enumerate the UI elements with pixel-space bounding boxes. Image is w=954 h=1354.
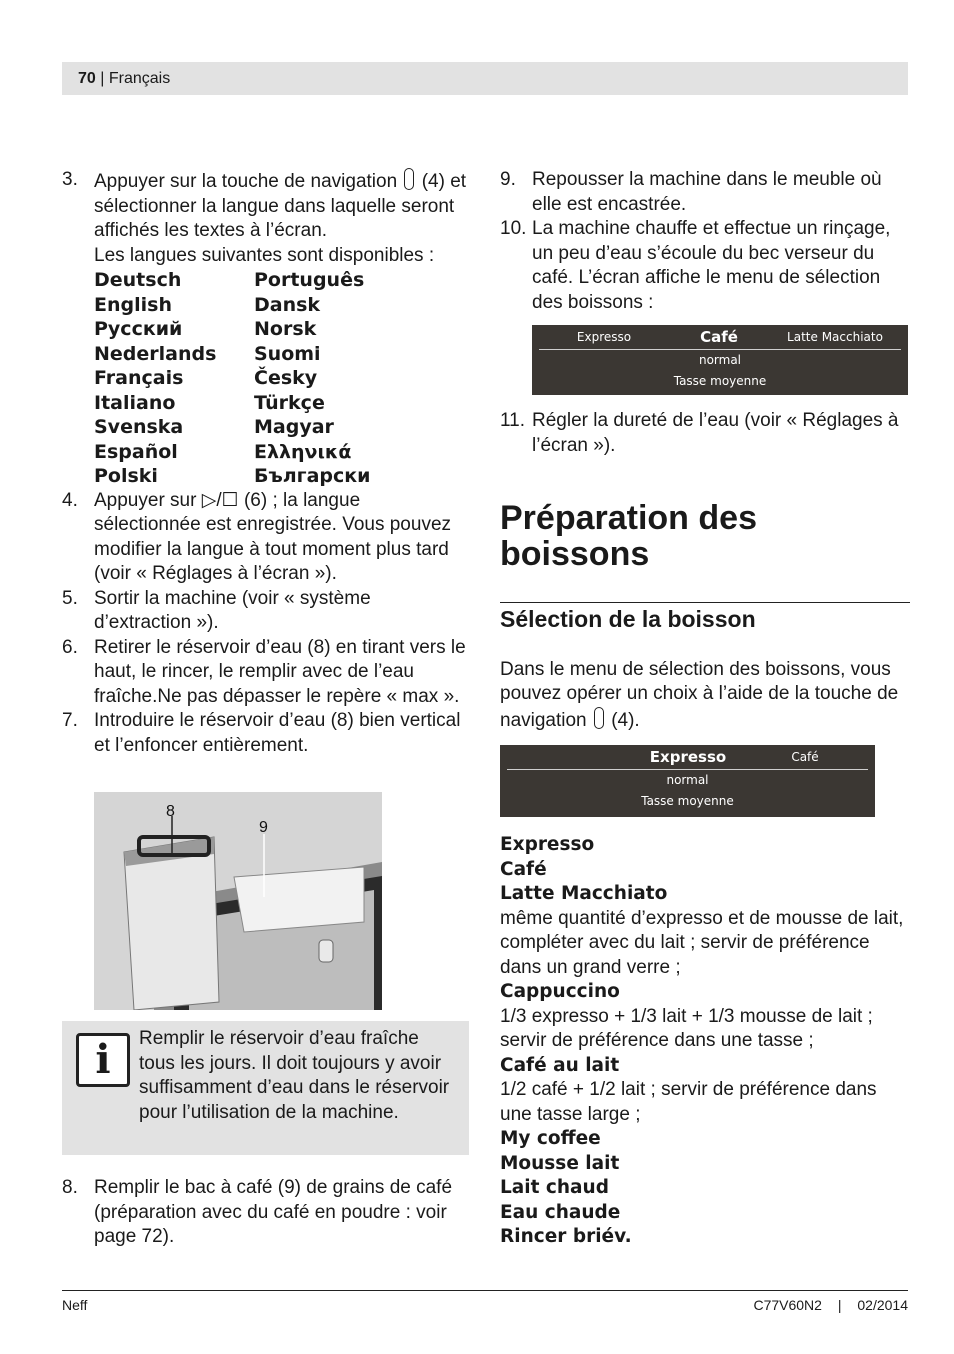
beverage-mousse: Mousse lait — [500, 1152, 620, 1174]
step-text: Appuyer sur — [94, 489, 197, 511]
footer-brand: Neff — [62, 1297, 88, 1313]
intro-text: Dans le menu de sélection des boissons, vous pouvez opérer un choix à l’aide de la touche de navigation — [500, 658, 899, 731]
beverage-list — [500, 833, 910, 1250]
step-text: Retirer le réservoir d’eau (8) en tirant vers le haut, le rincer, le remplir avec de l’eau fraîche.Ne pas dépasser le repère « max ». — [94, 636, 466, 707]
header-language: Français — [108, 70, 171, 87]
language-item: Français — [94, 367, 184, 389]
step-text: Régler la dureté de l’eau (voir « Réglages à l’écran »). — [532, 410, 899, 456]
label-8: 8 — [166, 803, 175, 820]
beverage-latte: Latte Macchiato — [500, 883, 668, 904]
language-item: Svenska — [94, 416, 184, 438]
language-item: Suomi — [254, 342, 321, 365]
step-text: (4) et sélectionner la langue dans laquelle seront affichés les textes à l’écran. — [94, 171, 467, 241]
footer-info — [753, 1297, 908, 1313]
machine-photo — [94, 792, 382, 1010]
step-7 — [62, 709, 472, 758]
language-item: Português — [254, 269, 365, 291]
screen-strength: normal — [666, 773, 709, 787]
beverage-cappuccino: Cappuccino — [500, 981, 620, 1002]
beverage-eau-chaude: Eau chaude — [500, 1201, 621, 1223]
step-number: 11. — [500, 410, 526, 431]
navigation-knob-icon — [594, 707, 604, 729]
screen-item-selected: Café — [700, 327, 738, 346]
step-number: 7. — [62, 710, 78, 731]
beverage-cafe-au-lait: Café au lait — [500, 1054, 620, 1076]
display-screen-2 — [500, 745, 875, 817]
screen-item-right: Café — [791, 749, 819, 764]
beverage-lait-chaud: Lait chaud — [500, 1177, 609, 1198]
screen-item-right: Latte Macchiato — [787, 329, 883, 344]
intro-paragraph — [500, 658, 910, 734]
language-item: Norsk — [254, 318, 317, 340]
page-footer — [62, 1290, 908, 1313]
language-item: Deutsch — [94, 269, 182, 291]
language-item: Italiano — [94, 391, 176, 414]
footer-date: 02/2014 — [857, 1297, 908, 1313]
machine-illustration — [94, 792, 382, 1010]
step-number: 10. — [500, 218, 527, 239]
screen-strength: normal — [698, 353, 742, 367]
language-item: English — [94, 293, 172, 316]
note-text: Remplir le réservoir d’eau fraîche tous les jours. Il doit toujours y avoir suffisamment d’eau dans le réservoir pour l’utilisation de la machine. — [139, 1028, 450, 1123]
beverage-rincer: Rincer briév. — [500, 1226, 632, 1247]
step-6 — [62, 636, 472, 710]
beverage-expresso: Expresso — [500, 834, 595, 855]
step-number: 9. — [500, 169, 516, 190]
language-item: Nederlands — [94, 342, 217, 365]
info-icon: i — [76, 1033, 130, 1087]
screen-cup-size: Tasse moyenne — [673, 374, 767, 388]
step-number: 4. — [62, 489, 78, 511]
language-item: Polski — [94, 465, 158, 487]
step-text: Sortir la machine (voir « système d’extraction »). — [94, 587, 371, 633]
language-item: Magyar — [254, 416, 334, 438]
navigation-knob-icon — [404, 168, 414, 190]
language-item: Български — [254, 465, 371, 487]
language-list — [94, 268, 472, 489]
beverage-description: 1/2 café + 1/2 lait ; servir de préférence dans une tasse large ; — [500, 1079, 877, 1125]
display-screen-1 — [532, 325, 908, 395]
section-title: Préparation des boissons — [500, 499, 757, 573]
beverage-cafe: Café — [500, 858, 547, 880]
step-4 — [62, 489, 472, 587]
step-11 — [500, 409, 910, 458]
screen-item-left: Expresso — [576, 329, 632, 344]
step-5 — [62, 587, 472, 636]
footer-model: C77V60N2 — [753, 1297, 822, 1313]
step-number: 3. — [62, 169, 78, 190]
step-3 — [62, 168, 472, 489]
step-number: 8. — [62, 1177, 78, 1198]
step-text: Les langues suivantes sont disponibles : — [94, 244, 435, 266]
language-item: Русский — [94, 318, 183, 340]
footer-divider: | — [837, 1297, 842, 1313]
page-number: 70 — [78, 70, 96, 87]
subsection-title: Sélection de la boisson — [500, 606, 756, 632]
step-text: La machine chauffe et effectue un rinçage, un peu d’eau s’écoule du bec verseur du café. L’écran affiche le menu de sélection des boissons : — [532, 218, 891, 313]
step-9 — [500, 168, 910, 217]
left-column — [62, 168, 472, 758]
beverage-description: même quantité d’expresso et de mousse de lait, compléter avec du lait ; servir de préférence dans un grand verre ; — [500, 907, 904, 978]
step-text: Remplir le bac à café (9) de grains de café (préparation avec du café en poudre : voir page 72). — [94, 1177, 453, 1247]
left-column-bottom — [62, 1176, 472, 1250]
language-item: Česky — [254, 367, 318, 389]
language-item: Español — [94, 440, 178, 463]
header-separator: | — [95, 70, 109, 87]
label-9: 9 — [259, 819, 268, 836]
step-number: 6. — [62, 636, 78, 658]
step-8 — [62, 1176, 472, 1250]
language-item: Ελληνικά — [254, 440, 352, 463]
page-header — [62, 62, 908, 95]
subsection-rule — [500, 602, 910, 632]
start-stop-icon: ▷/☐ — [201, 489, 239, 511]
step-number: 5. — [62, 587, 78, 609]
right-column — [500, 168, 910, 1250]
language-item: Türkçe — [254, 391, 325, 414]
intro-text: (4). — [611, 709, 640, 731]
beverage-my-coffee: My coffee — [500, 1128, 601, 1149]
screen-cup-size: Tasse moyenne — [641, 794, 734, 808]
language-item: Dansk — [254, 293, 321, 316]
screen-item-selected: Expresso — [649, 747, 727, 766]
step-text: Repousser la machine dans le meuble où elle est encastrée. — [532, 169, 882, 215]
info-note — [62, 1021, 469, 1155]
step-text: Introduire le réservoir d’eau (8) bien vertical et l’enfoncer entièrement. — [94, 710, 461, 756]
step-10 — [500, 217, 910, 315]
step-text: Appuyer sur la touche de navigation — [94, 171, 398, 192]
step-text: (6) ; la langue sélectionnée est enregistrée. Vous pouvez modifier la langue à tout moment plus tard (voir « Réglages à l’écran »). — [94, 489, 452, 584]
beverage-description: 1/3 expresso + 1/3 lait + 1/3 mousse de lait ; servir de préférence dans une tasse ; — [500, 1005, 873, 1051]
